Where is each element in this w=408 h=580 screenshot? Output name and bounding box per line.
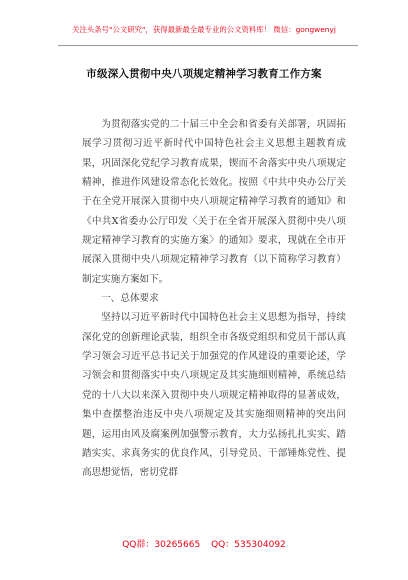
header-banner: 关注头条号"公文研究"，获得最新最全最专业的公文资料库！ 微信：gongwenyj xyxy=(72,25,336,34)
section-paragraph: 坚持以习近平新时代中国特色社会主义思想为指导，持续深化党的创新理论武装，组织全市各级党组织和党员干部认真学习领会习近平总书记关于加强党的作风建设的重要论述，学习领会和贯彻落实中央八项规定及其实施细则精神，系统总结党的十八大以来深入贯彻中央八项规定精神取得的显著成效，集中查摆整治违反中央八项规定及其实施细则精神的突出问题，运用由风及腐案例加强警示教育，大力弘扬扎扎实实、踏踏实实、求真务实的优良作风，引导党员、干部锤炼党性、提高思想觉悟，密切党群 xyxy=(82,312,346,479)
header-divider xyxy=(58,45,358,46)
footer-contact xyxy=(0,537,408,550)
document-title: 市级深入贯彻中央八项规定精神学习教育工作方案 xyxy=(86,68,322,80)
intro-paragraph: 为贯彻落实党的二十届三中全会和省委有关部署，巩固拓展学习贯彻习近平新时代中国特色社会主义思想主题教育成果，巩固深化党纪学习教育成果，锲而不舍落实中央八项规定精神，推进作风建设常态化长效化。按照《中共中央办公厅关于在全党开展深入贯彻中央八项规定精神学习教育的通知》和《中共X省委办公厅印发〈关于在全省开展深入贯彻中央八项规定精神学习教育的实施方案〉的通知》要求，现就在全市开展深入贯彻中央八项规定精神学习教育（以下简称学习教育）制定实施方案如下。 xyxy=(82,119,346,285)
document-body xyxy=(82,115,346,483)
section-heading: 一、总体要求 xyxy=(101,293,159,305)
qq-number-text: QQ：535304092 xyxy=(211,540,286,550)
qq-group-text: QQ群：30265665 xyxy=(122,540,201,550)
